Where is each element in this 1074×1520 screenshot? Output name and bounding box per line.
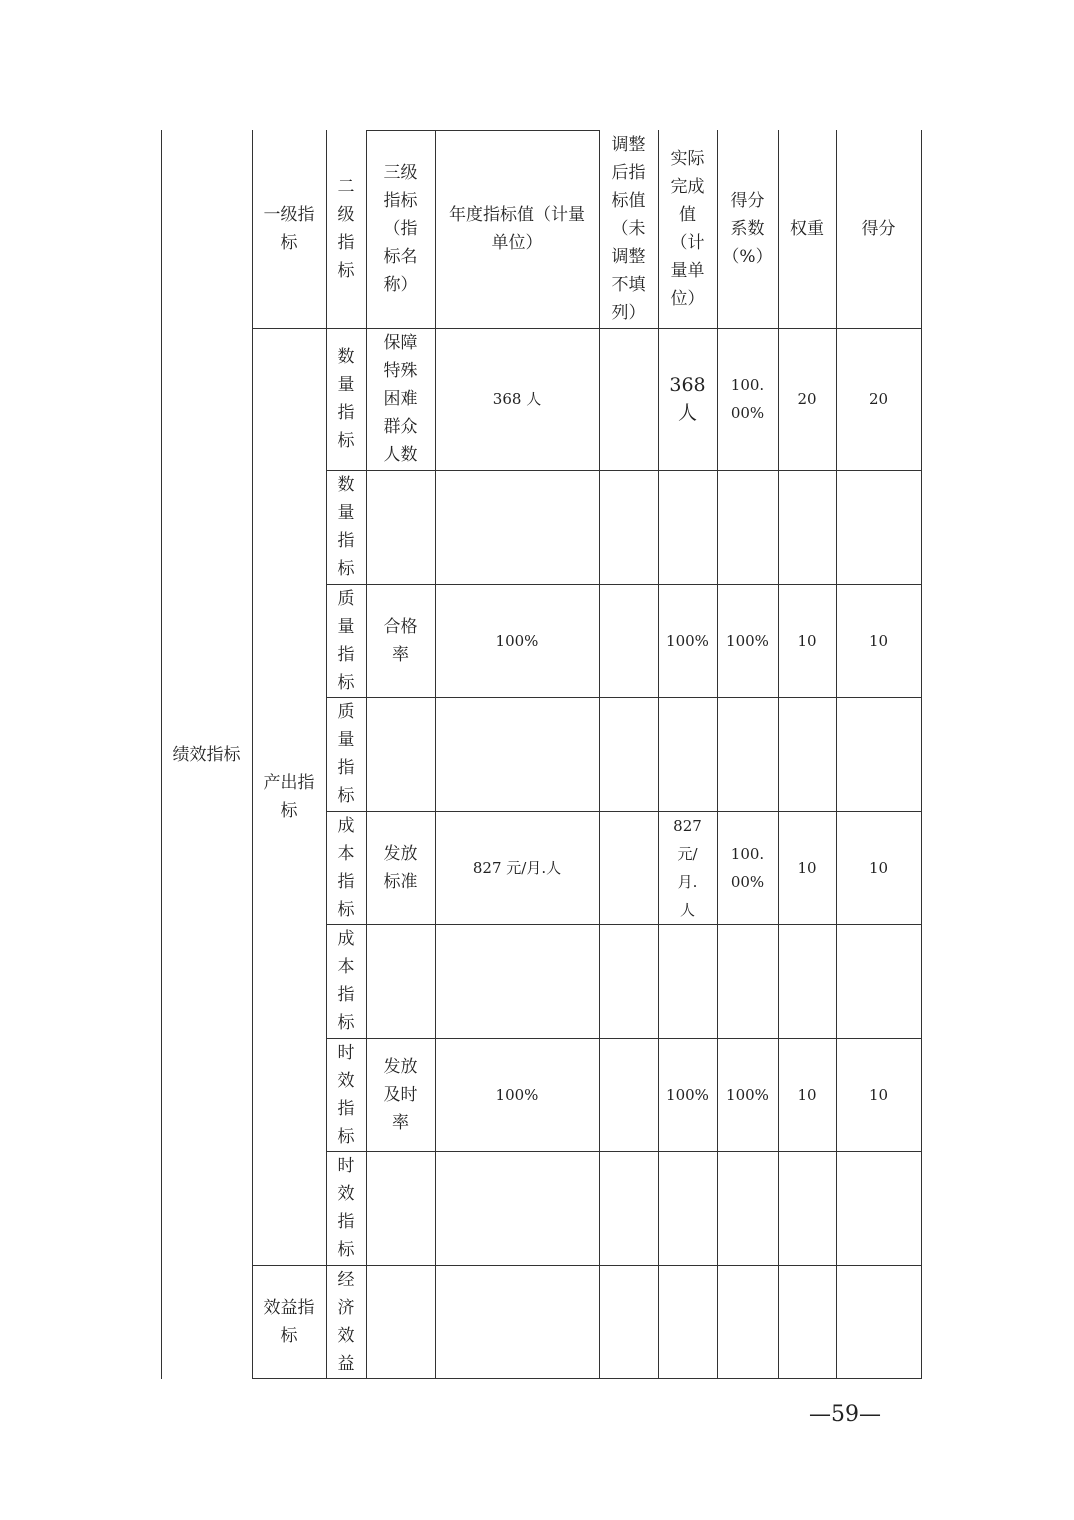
row-annual-value: 100% [495, 1085, 539, 1104]
row-score-coefficient: 100% [726, 1085, 769, 1104]
benefit-indicator-label: 效益指 标 [263, 1297, 315, 1346]
row-score-coefficient: 100. 00% [730, 376, 765, 422]
page-number: —59— [809, 1402, 881, 1427]
row-adjusted-value [599, 811, 658, 924]
row-score [836, 470, 921, 584]
row-actual-value: 368 人 [669, 374, 706, 424]
grid-line [921, 130, 922, 1379]
header-weight: 权重 [790, 219, 824, 239]
row-level3 [366, 470, 435, 584]
row-score-coefficient [717, 924, 778, 1038]
row-actual-value: 827 元/ 月. 人 [673, 816, 702, 919]
row-level2: 经 济 效 益 [337, 1269, 355, 1374]
header-score: 得分 [861, 219, 896, 239]
row-level2: 成 本 指 标 [337, 815, 355, 920]
row-score [836, 1151, 921, 1265]
row-weight: 10 [797, 631, 817, 650]
row-level2: 时 效 指 标 [337, 1042, 355, 1147]
row-weight [778, 1151, 836, 1265]
header-level2: 二 级 指 标 [337, 177, 355, 281]
row-adjusted-value [599, 328, 658, 470]
row-score: 10 [868, 631, 889, 650]
row-level3 [366, 1151, 435, 1265]
row-annual-value: 368 人 [492, 390, 542, 408]
row-annual-value [435, 1151, 599, 1265]
row-level3 [366, 697, 435, 811]
row-level3 [366, 924, 435, 1038]
row-actual-value: 100% [666, 1085, 709, 1104]
row-level2: 时 效 指 标 [337, 1156, 355, 1260]
row-annual-value [435, 470, 599, 584]
row-adjusted-value [599, 924, 658, 1038]
performance-indicator-label: 绩效指标 [172, 744, 241, 765]
row-adjusted-value [599, 470, 658, 584]
row-annual-value: 100% [495, 631, 539, 650]
row-adjusted-value [599, 1265, 658, 1378]
row-adjusted-value [599, 1151, 658, 1265]
row-level3: 发放 及时 率 [383, 1056, 418, 1133]
row-level3: 保障 特殊 困难 群众 人数 [383, 333, 418, 465]
output-indicator-label: 产出指 标 [263, 772, 315, 821]
row-actual-value [658, 470, 717, 584]
row-score-coefficient [717, 470, 778, 584]
row-weight: 10 [797, 858, 817, 877]
row-score-coefficient: 100. 00% [730, 844, 765, 891]
row-score: 20 [868, 390, 889, 408]
header-level1: 一级指 标 [263, 205, 315, 253]
header-annual-value: 年度指标值（计量 单位） [449, 205, 585, 253]
row-annual-value [435, 1265, 599, 1378]
row-actual-value [658, 697, 717, 811]
row-score-coefficient: 100% [726, 631, 769, 650]
row-adjusted-value [599, 697, 658, 811]
row-actual-value [658, 1151, 717, 1265]
header-adjusted-value: 调整 后指 标值 （未 调整 不填 列） [611, 135, 646, 323]
row-weight [778, 697, 836, 811]
row-score: 10 [868, 1085, 889, 1104]
row-level2: 成 本 指 标 [337, 929, 355, 1033]
row-score-coefficient [717, 1265, 778, 1378]
row-score: 10 [868, 858, 889, 877]
row-score-coefficient [717, 1151, 778, 1265]
row-weight: 20 [797, 390, 817, 408]
row-level3 [366, 1265, 435, 1378]
row-adjusted-value [599, 584, 658, 697]
row-level2: 数 量 指 标 [337, 475, 355, 579]
row-weight [778, 1265, 836, 1378]
row-score [836, 924, 921, 1038]
row-score-coefficient [717, 697, 778, 811]
row-level2: 数 量 指 标 [337, 347, 355, 451]
header-actual-value: 实际 完成 值 （计 量单 位） [670, 149, 705, 309]
row-actual-value [658, 924, 717, 1038]
row-actual-value [658, 1265, 717, 1378]
row-score [836, 697, 921, 811]
row-annual-value [435, 697, 599, 811]
row-annual-value [435, 924, 599, 1038]
grid-line [252, 1378, 922, 1379]
row-level2: 质 量 指 标 [337, 588, 355, 693]
row-level3: 合格 率 [383, 616, 418, 665]
row-level3: 发放 标准 [383, 843, 418, 892]
row-level2: 质 量 指 标 [337, 702, 355, 806]
row-annual-value: 827 元/月.人 [472, 858, 562, 877]
row-adjusted-value [599, 1038, 658, 1151]
row-weight [778, 924, 836, 1038]
header-score-coefficient: 得分 系数 （%） [722, 191, 773, 267]
row-score [836, 1265, 921, 1378]
row-weight [778, 470, 836, 584]
row-weight: 10 [797, 1085, 817, 1104]
header-level3: 三级 指标 （指 标名 称） [383, 163, 418, 295]
row-actual-value: 100% [666, 631, 709, 650]
